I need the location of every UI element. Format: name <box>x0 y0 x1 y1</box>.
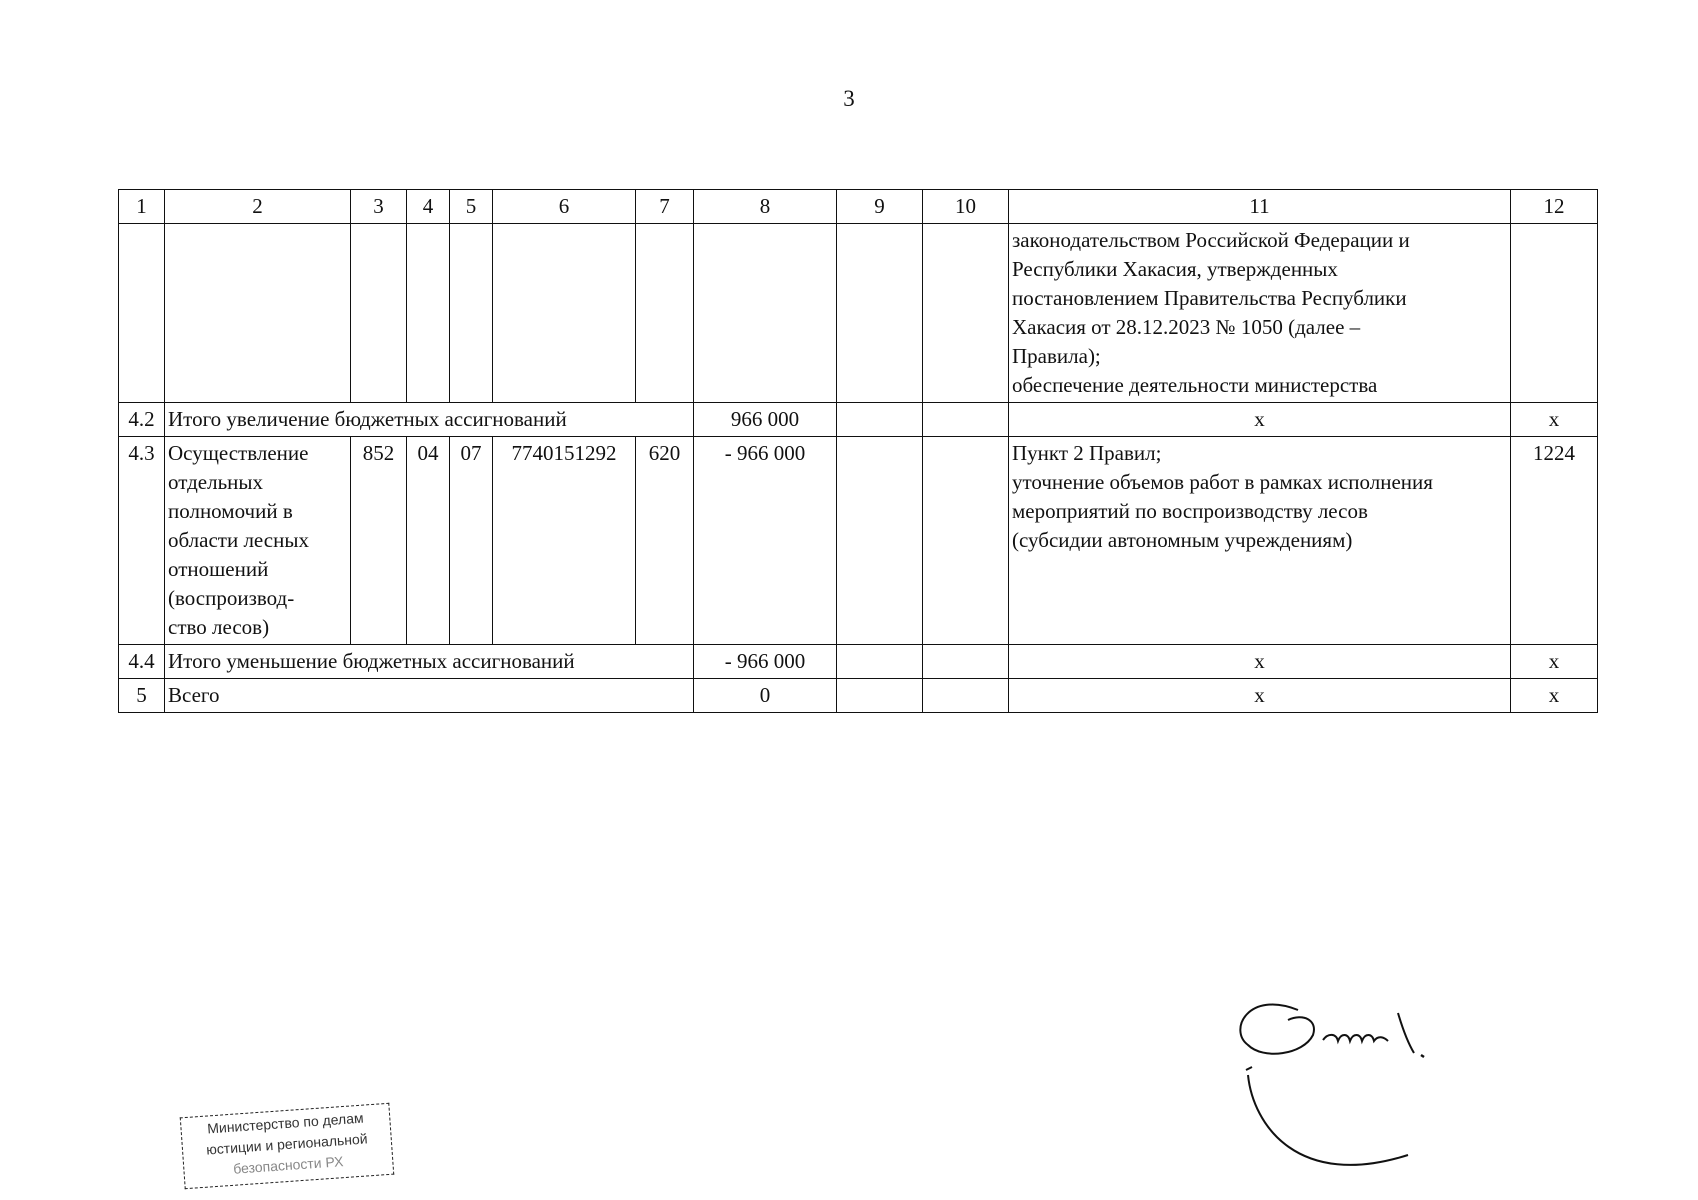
label-line: отношений <box>168 557 269 581</box>
row-number: 4.4 <box>119 645 165 679</box>
label-line: полномочий в <box>168 499 293 523</box>
note-line: уточнение объемов работ в рамках исполнения <box>1012 470 1433 494</box>
continuation-row <box>119 224 1598 403</box>
amount-cell: - 966 000 <box>694 437 837 645</box>
handwritten-signature <box>1228 985 1528 1185</box>
header-cell: 9 <box>837 190 923 224</box>
row-label: Итого увеличение бюджетных ассигнований <box>165 403 694 437</box>
header-cell: 3 <box>351 190 407 224</box>
row-4-4 <box>119 645 1598 679</box>
stamp-line: безопасности РХ <box>232 1153 344 1177</box>
code-cell: 7740151292 <box>493 437 636 645</box>
note-line: Хакасия от 28.12.2023 № 1050 (далее – <box>1012 315 1361 339</box>
header-cell: 2 <box>165 190 351 224</box>
label-line: области лесных <box>168 528 309 552</box>
page-number: 3 <box>843 86 855 111</box>
amount-cell: 966 000 <box>694 403 837 437</box>
header-cell: 11 <box>1009 190 1511 224</box>
code-cell: 07 <box>450 437 493 645</box>
row-number: 4.3 <box>119 437 165 645</box>
label-line: (воспроизвод- <box>168 586 295 610</box>
header-cell: 8 <box>694 190 837 224</box>
row-label: Итого уменьшение бюджетных ассигнований <box>165 645 694 679</box>
code-cell: 852 <box>351 437 407 645</box>
mark-cell: х <box>1511 645 1598 679</box>
note-line: Правила); <box>1012 344 1101 368</box>
justification-cell <box>1009 437 1511 645</box>
mark-cell: х <box>1009 403 1511 437</box>
code-cell: 620 <box>636 437 694 645</box>
mark-cell: х <box>1511 679 1598 713</box>
row-4-3 <box>119 437 1598 645</box>
header-cell: 7 <box>636 190 694 224</box>
row-number: 5 <box>119 679 165 713</box>
row-number: 4.2 <box>119 403 165 437</box>
registration-stamp <box>180 1103 395 1189</box>
budget-table <box>118 189 1598 713</box>
amount-cell: - 966 000 <box>694 645 837 679</box>
code-cell: 04 <box>407 437 450 645</box>
note-line: мероприятий по воспроизводству лесов <box>1012 499 1368 523</box>
note-line: (субсидии автономным учреждениям) <box>1012 528 1353 552</box>
label-line: отдельных <box>168 470 264 494</box>
mark-cell: х <box>1009 679 1511 713</box>
header-cell: 12 <box>1511 190 1598 224</box>
label-line: ство лесов) <box>168 615 270 639</box>
stamp-line: Министерство по делам <box>206 1109 365 1137</box>
mark-cell: х <box>1511 403 1598 437</box>
row-4-2 <box>119 403 1598 437</box>
header-row <box>119 190 1598 224</box>
label-line: Осуществление <box>168 441 309 465</box>
note-line: Республики Хакасия, утвержденных <box>1012 257 1338 281</box>
stamp-line: юстиции и региональной <box>205 1130 369 1158</box>
continuation-note <box>1009 224 1511 403</box>
note-line: постановлением Правительства Республики <box>1012 286 1407 310</box>
header-cell: 5 <box>450 190 493 224</box>
row-label <box>165 437 351 645</box>
amount-cell: 0 <box>694 679 837 713</box>
row-5 <box>119 679 1598 713</box>
note-line: Пункт 2 Правил; <box>1012 441 1162 465</box>
code-cell: 1224 <box>1511 437 1598 645</box>
header-cell: 4 <box>407 190 450 224</box>
note-line: обеспечение деятельности министерства <box>1012 373 1378 397</box>
note-line: законодательством Российской Федерации и <box>1012 228 1410 252</box>
header-cell: 10 <box>923 190 1009 224</box>
row-label: Всего <box>165 679 694 713</box>
header-cell: 1 <box>119 190 165 224</box>
header-cell: 6 <box>493 190 636 224</box>
mark-cell: х <box>1009 645 1511 679</box>
